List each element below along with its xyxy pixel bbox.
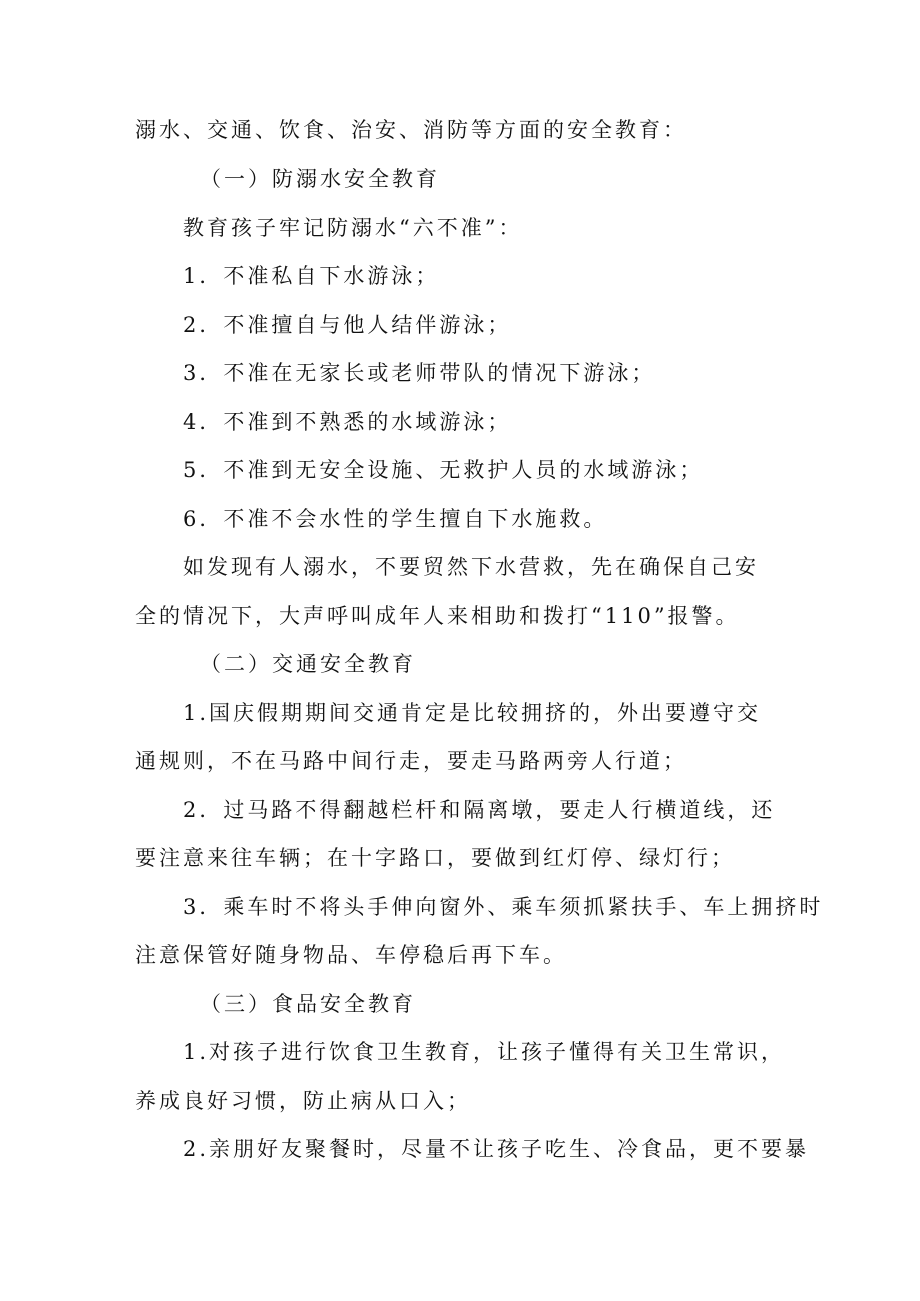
section-heading-drowning: （一）防溺水安全教育 — [200, 167, 440, 191]
food-item-line: 养成良好习惯，防止病从口入； — [135, 1089, 471, 1113]
drowning-lead-line: 教育孩子牢记防溺水“六不准”： — [183, 216, 523, 240]
drowning-rule-item: 4．不准到不熟悉的水域游泳； — [183, 410, 512, 434]
drowning-rule-item: 5．不准到无安全设施、无救护人员的水域游泳； — [183, 458, 704, 482]
traffic-item-line: 通规则，不在马路中间行走，要走马路两旁人行道； — [135, 749, 687, 773]
traffic-item-line: 要注意来往车辆；在十字路口，要做到红灯停、绿灯行； — [135, 846, 735, 870]
drowning-rule-item: 2．不准擅自与他人结伴游泳； — [183, 313, 512, 337]
drowning-rule-item: 6．不准不会水性的学生擅自下水施救。 — [183, 507, 608, 531]
drowning-rule-item: 3．不准在无家长或老师带队的情况下游泳； — [183, 361, 656, 385]
food-item-line: 1.对孩子进行饮食卫生教育，让孩子懂得有关卫生常识， — [183, 1040, 786, 1064]
drowning-closing-line: 全的情况下，大声呼叫成年人来相助和拨打“110”报警。 — [135, 604, 740, 628]
intro-tail-line: 溺水、交通、饮食、治安、消防等方面的安全教育： — [135, 118, 687, 142]
traffic-item-line: 注意保管好随身物品、车停稳后再下车。 — [135, 943, 567, 967]
traffic-item-line: 3．乘车时不将头手伸向窗外、乘车须抓紧扶手、车上拥挤时 — [183, 895, 824, 919]
drowning-rule-item: 1．不准私自下水游泳； — [183, 264, 440, 288]
section-heading-food: （三）食品安全教育 — [200, 992, 416, 1016]
drowning-closing-line: 如发现有人溺水，不要贸然下水营救，先在确保自己安 — [183, 555, 759, 579]
traffic-item-line: 2．过马路不得翻越栏杆和隔离墩，要走人行横道线，还 — [183, 798, 776, 822]
food-item-line: 2.亲朋好友聚餐时，尽量不让孩子吃生、冷食品，更不要暴 — [183, 1137, 810, 1161]
section-heading-traffic: （二）交通安全教育 — [200, 652, 416, 676]
traffic-item-line: 1.国庆假期期间交通肯定是比较拥挤的，外出要遵守交 — [183, 701, 762, 725]
